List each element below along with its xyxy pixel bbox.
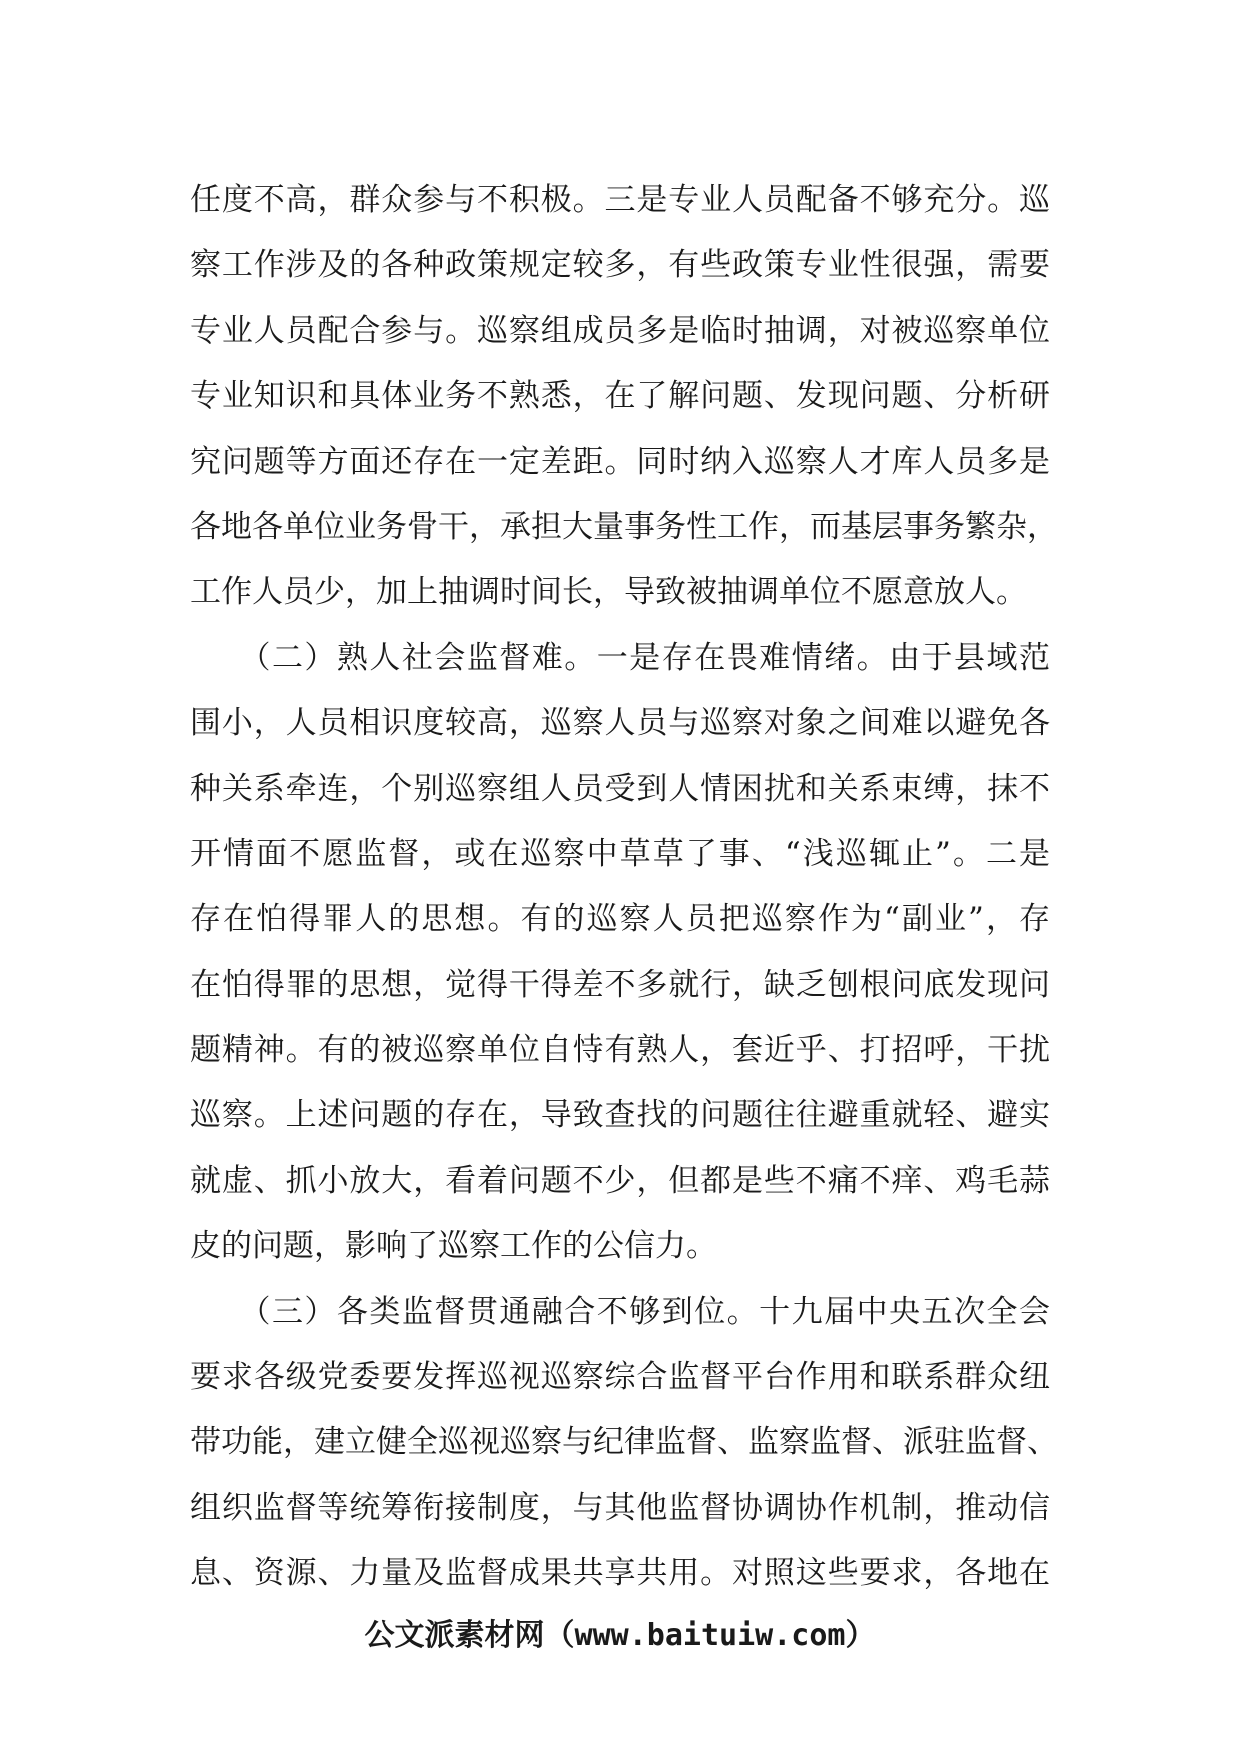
text-line: 题精神。有的被巡察单位自恃有熟人，套近乎、打招呼，干扰 <box>190 1032 1050 1069</box>
text-line: 巡察。上述问题的存在，导致查找的问题往往避重就轻、避实 <box>190 1097 1050 1134</box>
text-line: 察工作涉及的各种政策规定较多，有些政策专业性很强，需要 <box>190 247 1050 284</box>
text-line: 带功能，建立健全巡视巡察与纪律监督、监察监督、派驻监督、 <box>190 1424 1058 1461</box>
footer-site-name: 公文派素材网 <box>364 1618 545 1653</box>
text-line: 专业知识和具体业务不熟悉，在了解问题、发现问题、分析研 <box>190 378 1050 415</box>
text-line: 工作人员少，加上抽调时间长，导致被抽调单位不愿意放人。 <box>190 574 1027 611</box>
text-line: 要求各级党委要发挥巡视巡察综合监督平台作用和联系群众纽 <box>190 1359 1050 1396</box>
text-line: 在怕得罪的思想，觉得干得差不多就行，缺乏刨根问底发现问 <box>190 966 1050 1003</box>
text-line: （二）熟人社会监督难。一是存在畏难情绪。由于县域范 <box>190 639 1050 676</box>
text-line: 存在怕得罪人的思想。有的巡察人员把巡察作为“副业”，存 <box>190 901 1050 938</box>
text-line: 专业人员配合参与。巡察组成员多是临时抽调，对被巡察单位 <box>190 312 1050 349</box>
text-line: （三）各类监督贯通融合不够到位。十九届中央五次全会 <box>190 1293 1050 1330</box>
text-line: 皮的问题，影响了巡察工作的公信力。 <box>190 1228 717 1265</box>
page-footer <box>0 1610 1240 1654</box>
text-line: 种关系牵连，个别巡察组人员受到人情困扰和关系束缚，抹不 <box>190 770 1050 807</box>
text-line: 就虚、抓小放大，看着问题不少，但都是些不痛不痒、鸡毛蒜 <box>190 1162 1050 1199</box>
footer-url: （www.baituiw.com） <box>544 1618 876 1653</box>
text-line: 组织监督等统筹衔接制度，与其他监督协调协作机制，推动信 <box>190 1489 1050 1526</box>
text-line: 开情面不愿监督，或在巡察中草草了事、“浅巡辄止”。二是 <box>190 835 1050 872</box>
text-line: 各地各单位业务骨干，承担大量事务性工作，而基层事务繁杂， <box>190 508 1058 545</box>
text-line: 围小，人员相识度较高，巡察人员与巡察对象之间难以避免各 <box>190 705 1050 742</box>
text-line: 息、资源、力量及监督成果共享共用。对照这些要求，各地在 <box>190 1555 1050 1592</box>
text-line: 任度不高，群众参与不积极。三是专业人员配备不够充分。巡 <box>190 182 1050 218</box>
text-line: 究问题等方面还存在一定差距。同时纳入巡察人才库人员多是 <box>190 443 1050 480</box>
document-body <box>190 168 1058 1607</box>
